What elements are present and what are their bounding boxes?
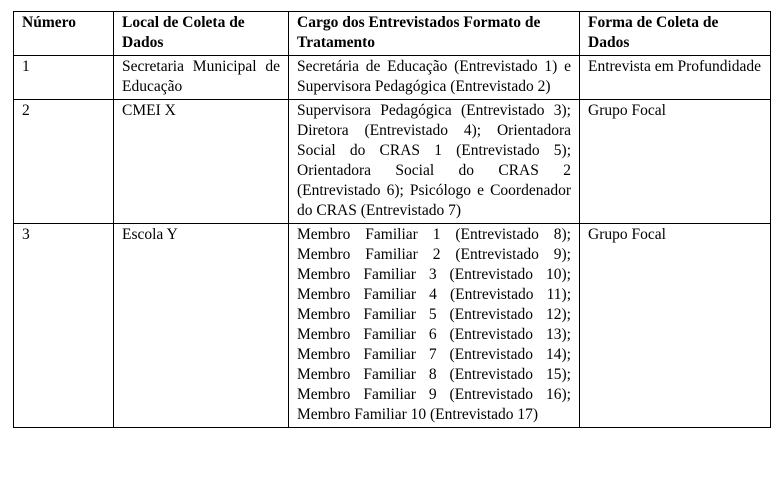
cell-forma: Entrevista em Profundidade	[580, 56, 771, 100]
cell-cargo: Membro Familiar 1 (Entrevistado 8); Membro Familiar 2 (Entrevistado 9); Membro Familiar 3 (Entrevistado 10); Membro Familiar 4 (Entrevistado 11); Membro Familiar 5 (Entrevistado 12); Membro Familiar 6 (Entrevistado 13); Membro Familiar 7 (Entrevistado 14); Membro Familiar 8 (Entrevistado 15); Membro Familiar 9 (Entrevistado 16); Membro Familiar 10 (Entrevistado 17)	[289, 224, 580, 428]
cell-numero: 3	[14, 224, 114, 428]
cell-local: Secretaria Municipal de Educação	[114, 56, 289, 100]
table-header-row	[14, 12, 771, 56]
table-row	[14, 56, 771, 100]
cell-forma: Grupo Focal	[580, 100, 771, 224]
header-cargo: Cargo dos Entrevistados Formato de Tratamento	[289, 12, 580, 56]
cell-numero: 1	[14, 56, 114, 100]
cell-local: CMEI X	[114, 100, 289, 224]
cell-local: Escola Y	[114, 224, 289, 428]
table-row	[14, 100, 771, 224]
header-local: Local de Coleta de Dados	[114, 12, 289, 56]
cell-cargo: Supervisora Pedagógica (Entrevistado 3); Diretora (Entrevistado 4); Orientadora Social do CRAS 1 (Entrevistado 5); Orientadora Social do CRAS 2 (Entrevistado 6); Psicólogo e Coordenador do CRAS (Entrevistado 7)	[289, 100, 580, 224]
data-collection-table	[13, 11, 771, 428]
cell-numero: 2	[14, 100, 114, 224]
table-row	[14, 224, 771, 428]
header-forma: Forma de Coleta de Dados	[580, 12, 771, 56]
header-numero: Número	[14, 12, 114, 56]
cell-cargo: Secretária de Educação (Entrevistado 1) e Supervisora Pedagógica (Entrevistado 2)	[289, 56, 580, 100]
cell-forma: Grupo Focal	[580, 224, 771, 428]
